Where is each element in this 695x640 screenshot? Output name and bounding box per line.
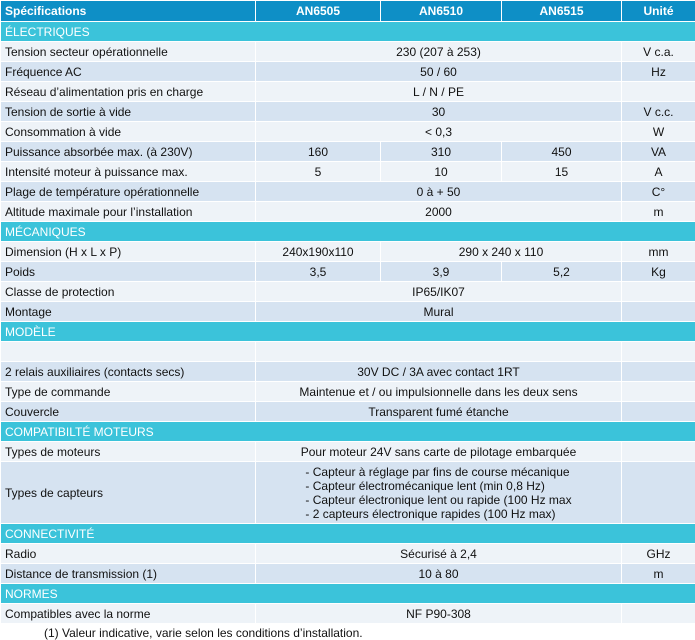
row-value: 30 xyxy=(256,102,622,122)
row-value: 230 (207 à 253) xyxy=(256,42,622,62)
row-value-an6510: 310 xyxy=(381,142,502,162)
row-value: < 0,3 xyxy=(256,122,622,142)
header-an6505: AN6505 xyxy=(256,1,381,22)
table-row xyxy=(1,462,695,524)
empty-cell xyxy=(1,342,256,362)
table-row xyxy=(1,242,695,262)
table-row xyxy=(1,102,695,122)
row-value-an6505: 5 xyxy=(256,162,381,182)
section-title: MODÈLE xyxy=(1,322,695,342)
table-row xyxy=(1,282,695,302)
table-row xyxy=(1,162,695,182)
section-connectivite xyxy=(1,524,695,544)
row-label: Classe de protection xyxy=(1,282,256,302)
row-label: Couvercle xyxy=(1,402,256,422)
row-value: 30V DC / 3A avec contact 1RT xyxy=(256,362,622,382)
row-value: 0 à + 50 xyxy=(256,182,622,202)
table-row xyxy=(1,122,695,142)
row-label: Consommation à vide xyxy=(1,122,256,142)
row-label: Fréquence AC xyxy=(1,62,256,82)
row-label: Tension secteur opérationnelle xyxy=(1,42,256,62)
row-label: Types de moteurs xyxy=(1,442,256,462)
row-unit xyxy=(622,362,695,382)
header-specifications: Spécifications xyxy=(1,1,256,22)
row-value: Transparent fumé étanche xyxy=(256,402,622,422)
row-unit: Kg xyxy=(622,262,695,282)
row-value: Sécurisé à 2,4 xyxy=(256,544,622,564)
row-label: Types de capteurs xyxy=(1,462,256,524)
row-unit: C° xyxy=(622,182,695,202)
row-value-an6510: 10 xyxy=(381,162,502,182)
row-value: 2000 xyxy=(256,202,622,222)
row-label: Puissance absorbée max. (à 230V) xyxy=(1,142,256,162)
row-value: Maintenue et / ou impulsionnelle dans les deux sens xyxy=(256,382,622,402)
row-label: 2 relais auxiliaires (contacts secs) xyxy=(1,362,256,382)
table-row xyxy=(1,82,695,102)
section-title: CONNECTIVITÉ xyxy=(1,524,695,544)
row-value-an6510-an6515: 290 x 240 x 110 xyxy=(381,242,622,262)
row-unit xyxy=(622,82,695,102)
row-label: Tension de sortie à vide xyxy=(1,102,256,122)
row-value-an6515: 15 xyxy=(502,162,622,182)
section-title: COMPATIBILTÉ MOTEURS xyxy=(1,422,695,442)
row-value-an6515: 5,2 xyxy=(502,262,622,282)
row-value: NF P90-308 xyxy=(256,604,622,624)
row-value: Mural xyxy=(256,302,622,322)
table-row xyxy=(1,382,695,402)
section-compatibilite-moteurs xyxy=(1,422,695,442)
row-label: Compatibles avec la norme xyxy=(1,604,256,624)
row-label: Altitude maximale pour l’installation xyxy=(1,202,256,222)
table-header xyxy=(1,1,695,22)
list-item: - 2 capteurs électronique rapides (100 Hz max) xyxy=(305,507,571,521)
section-title: ÉLECTRIQUES xyxy=(1,22,695,42)
section-normes xyxy=(1,584,695,604)
row-label: Plage de température opérationnelle xyxy=(1,182,256,202)
row-label: Type de commande xyxy=(1,382,256,402)
header-an6515: AN6515 xyxy=(502,1,622,22)
row-unit xyxy=(622,462,695,524)
table-row xyxy=(1,402,695,422)
capteurs-list xyxy=(305,463,571,523)
row-label: Distance de transmission (1) xyxy=(1,564,256,584)
table-row xyxy=(1,262,695,282)
row-label: Radio xyxy=(1,544,256,564)
row-unit xyxy=(622,302,695,322)
row-unit xyxy=(622,604,695,624)
row-unit xyxy=(622,382,695,402)
row-value-an6515: 450 xyxy=(502,142,622,162)
row-value: Pour moteur 24V sans carte de pilotage embarquée xyxy=(256,442,622,462)
table-row xyxy=(1,42,695,62)
row-label: Réseau d’alimentation pris en charge xyxy=(1,82,256,102)
section-electriques xyxy=(1,22,695,42)
row-unit: V c.a. xyxy=(622,42,695,62)
row-unit xyxy=(622,282,695,302)
row-value xyxy=(256,462,622,524)
table-row xyxy=(1,442,695,462)
row-label: Dimension (H x L x P) xyxy=(1,242,256,262)
row-unit: mm xyxy=(622,242,695,262)
empty-cell xyxy=(256,342,622,362)
row-unit: m xyxy=(622,202,695,222)
row-value-an6505: 3,5 xyxy=(256,262,381,282)
table-row xyxy=(1,564,695,584)
row-value: 10 à 80 xyxy=(256,564,622,584)
empty-cell xyxy=(622,342,695,362)
section-mecaniques xyxy=(1,222,695,242)
row-label: Intensité moteur à puissance max. xyxy=(1,162,256,182)
row-unit: A xyxy=(622,162,695,182)
table-row xyxy=(1,544,695,564)
list-item: - Capteur à réglage par fins de course mécanique xyxy=(305,465,571,479)
section-title: NORMES xyxy=(1,584,695,604)
table-row xyxy=(1,362,695,382)
row-unit: m xyxy=(622,564,695,584)
row-label: Poids xyxy=(1,262,256,282)
table-row-empty xyxy=(1,342,695,362)
row-value: 50 / 60 xyxy=(256,62,622,82)
table-row xyxy=(1,604,695,624)
section-modele xyxy=(1,322,695,342)
header-an6510: AN6510 xyxy=(381,1,502,22)
section-title: MÉCANIQUES xyxy=(1,222,695,242)
row-unit: VA xyxy=(622,142,695,162)
row-unit xyxy=(622,442,695,462)
list-item: - Capteur électronique lent ou rapide (100 Hz max xyxy=(305,493,571,507)
table-row xyxy=(1,142,695,162)
table-row xyxy=(1,202,695,222)
row-value: IP65/IK07 xyxy=(256,282,622,302)
table-row xyxy=(1,62,695,82)
row-label: Montage xyxy=(1,302,256,322)
table-row xyxy=(1,302,695,322)
row-value-an6510: 3,9 xyxy=(381,262,502,282)
row-value: L / N / PE xyxy=(256,82,622,102)
row-unit: GHz xyxy=(622,544,695,564)
row-unit: W xyxy=(622,122,695,142)
list-item: - Capteur électromécanique lent (min 0,8 Hz) xyxy=(305,479,571,493)
footnote: (1) Valeur indicative, varie selon les conditions d’installation. xyxy=(0,624,695,640)
table-row xyxy=(1,182,695,202)
row-unit: V c.c. xyxy=(622,102,695,122)
row-value-an6505: 240x190x110 xyxy=(256,242,381,262)
row-value-an6505: 160 xyxy=(256,142,381,162)
header-unite: Unité xyxy=(622,1,695,22)
row-unit xyxy=(622,402,695,422)
row-unit: Hz xyxy=(622,62,695,82)
